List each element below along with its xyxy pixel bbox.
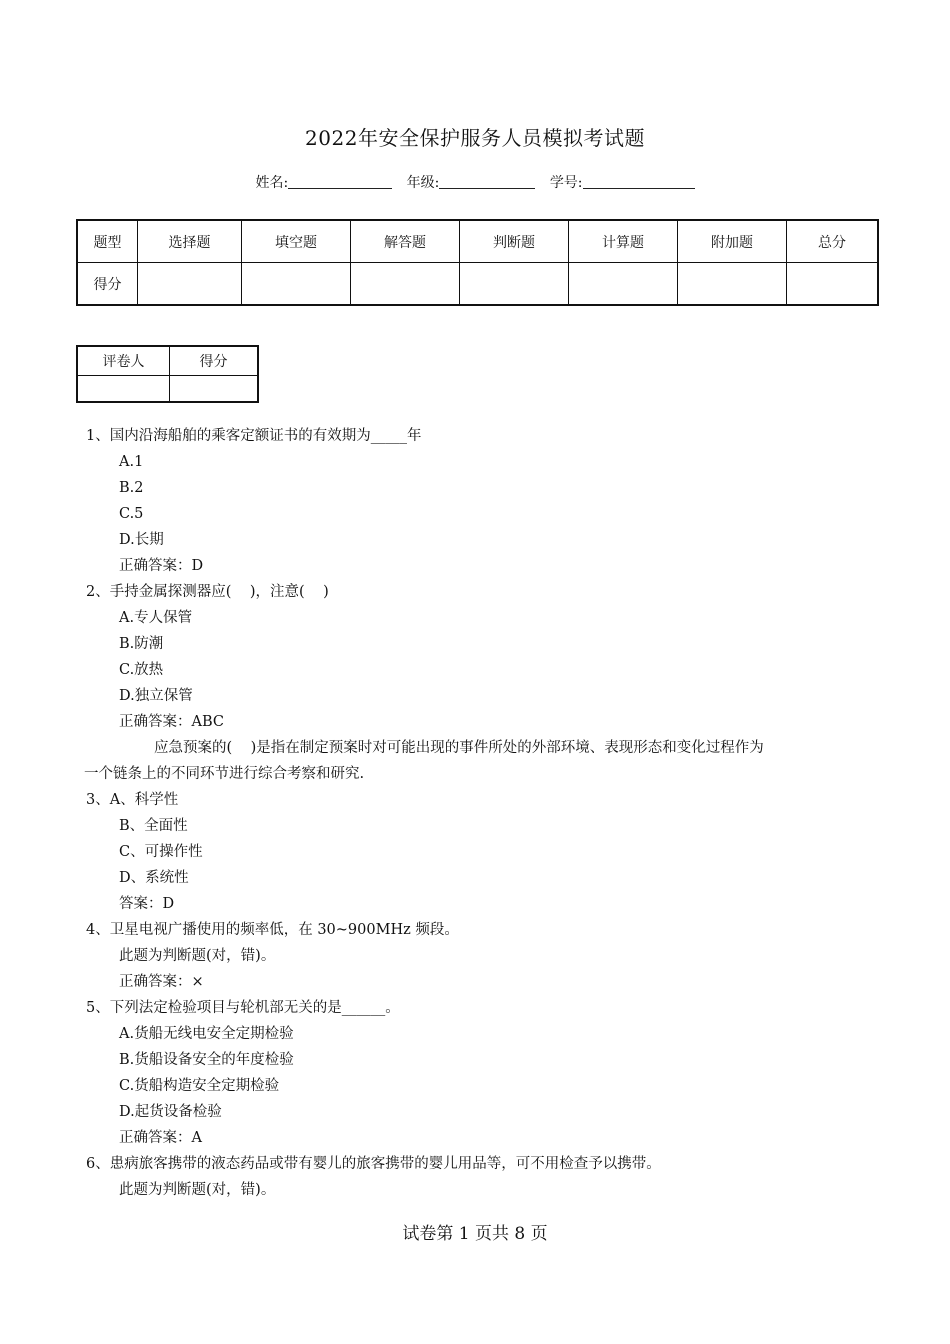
option-line: B.2 <box>119 480 144 496</box>
grade-label: 年级: <box>406 175 440 191</box>
score-cell <box>351 263 460 306</box>
score-header-cell: 计算题 <box>569 220 678 263</box>
score-cell <box>787 263 879 306</box>
grader-table <box>76 345 259 403</box>
grader-score-header: 得分 <box>170 346 259 376</box>
page-title: 2022年安全保护服务人员模拟考试题 <box>305 126 645 150</box>
score-table <box>76 219 879 306</box>
note-line: 此题为判断题(对，错)。 <box>119 948 276 964</box>
option-line: B.防潮 <box>119 636 164 652</box>
score-cell <box>678 263 787 306</box>
answer-line: 答案：D <box>119 896 175 912</box>
option-line: D.起货设备检验 <box>119 1104 222 1120</box>
note-line: 此题为判断题(对，错)。 <box>119 1182 276 1198</box>
score-cell <box>569 263 678 306</box>
score-header-cell: 附加题 <box>678 220 787 263</box>
paragraph-line: 应急预案的( )是指在制定预案时对可能出现的事件所处的外部环境、表现形态和变化过程作为 <box>154 740 764 756</box>
option-line: A.货船无线电安全定期检验 <box>119 1026 294 1042</box>
question-line: 4、卫星电视广播使用的频率低，在 30~900MHz 频段。 <box>86 922 459 938</box>
question-content <box>86 423 886 1203</box>
score-cell <box>242 263 351 306</box>
question-line: 1、国内沿海船舶的乘客定额证书的有效期为_____年 <box>86 428 422 444</box>
question-line: 5、下列法定检验项目与轮机部无关的是______。 <box>86 1000 400 1016</box>
option-line: C.货船构造安全定期检验 <box>119 1078 280 1094</box>
page-footer: 试卷第 1 页共 8 页 <box>402 1224 548 1244</box>
name-label: 姓名: <box>255 175 289 191</box>
paragraph-line: 一个链条上的不同环节进行综合考察和研究. <box>84 766 365 782</box>
score-cell <box>138 263 242 306</box>
score-header-cell: 总分 <box>787 220 879 263</box>
student-info <box>0 172 950 192</box>
option-line: A.1 <box>119 454 144 470</box>
option-line: C.5 <box>119 506 144 522</box>
option-line: D.独立保管 <box>119 688 193 704</box>
answer-line: 正确答案：ABC <box>119 714 224 730</box>
score-header-cell: 题型 <box>77 220 138 263</box>
score-header-cell: 解答题 <box>351 220 460 263</box>
id-blank <box>583 174 695 189</box>
option-line: D、系统性 <box>119 870 189 886</box>
question-line: 3、A、科学性 <box>86 792 179 808</box>
grade-blank <box>439 174 535 189</box>
score-header-cell: 选择题 <box>138 220 242 263</box>
question-line: 6、患病旅客携带的液态药品或带有婴儿的旅客携带的婴儿用品等，可不用检查予以携带。 <box>86 1156 661 1172</box>
option-line: D.长期 <box>119 532 164 548</box>
score-header-cell: 判断题 <box>460 220 569 263</box>
name-blank <box>288 174 392 189</box>
option-line: B.货船设备安全的年度检验 <box>119 1052 294 1068</box>
id-label: 学号: <box>549 175 583 191</box>
option-line: A.专人保管 <box>119 610 193 626</box>
grader-score-cell <box>170 376 259 403</box>
score-row-label: 得分 <box>77 263 138 306</box>
answer-line: 正确答案：A <box>119 1130 202 1146</box>
score-table-header-row <box>77 220 878 263</box>
score-cell <box>460 263 569 306</box>
option-line: B、全面性 <box>119 818 188 834</box>
answer-line: 正确答案：D <box>119 558 204 574</box>
grader-header: 评卷人 <box>77 346 170 376</box>
option-line: C、可操作性 <box>119 844 203 860</box>
question-line: 2、手持金属探测器应( )，注意( ) <box>86 584 329 600</box>
option-line: C.放热 <box>119 662 164 678</box>
answer-line: 正确答案：× <box>119 974 204 990</box>
grader-cell <box>77 376 170 403</box>
score-table-score-row <box>77 263 878 306</box>
score-header-cell: 填空题 <box>242 220 351 263</box>
